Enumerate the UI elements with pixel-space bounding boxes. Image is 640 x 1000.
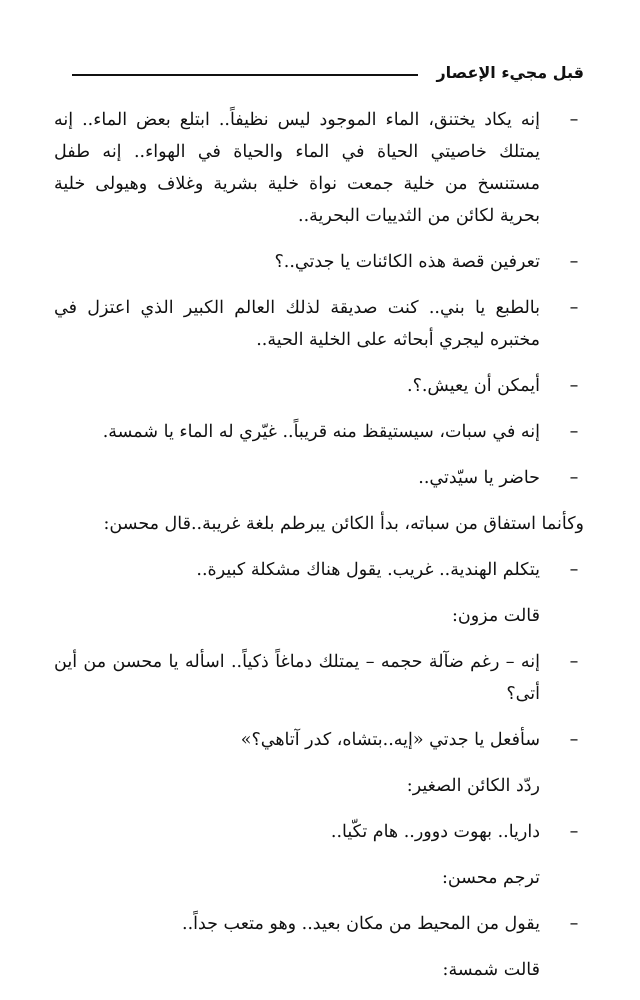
dialogue-paragraph: [54, 416, 584, 448]
paragraph-text: يتكلم الهندية.. غريب. يقول هناك مشكلة كبيرة..: [196, 560, 540, 580]
narration-paragraph: [54, 508, 584, 540]
paragraph-text: إنه – رغم ضآلة حجمه – يمتلك دماغاً ذكياً.. اسأله يا محسن من أين أتى؟: [54, 652, 540, 704]
narration-paragraph: [54, 770, 584, 802]
narration-paragraph: [54, 954, 584, 986]
dialogue-dash: –: [569, 914, 579, 934]
running-header: [62, 60, 584, 84]
dialogue-paragraph: [54, 554, 584, 586]
paragraph-text: قالت مزون:: [451, 606, 540, 626]
dialogue-dash: –: [569, 422, 579, 442]
paragraph-text: بالطبع يا بني.. كنت صديقة لذلك العالم الكبير الذي اعتزل في مختبره ليجري أبحاثه على الخلية الحية..: [54, 298, 540, 350]
paragraph-text: أيمكن أن يعيش.؟.: [407, 376, 540, 396]
dialogue-paragraph: [54, 908, 584, 940]
dialogue-dash: –: [569, 252, 579, 272]
dialogue-dash: –: [569, 652, 579, 672]
dialogue-dash: –: [569, 560, 579, 580]
chapter-title: قبل مجيء الإعصار: [436, 62, 584, 82]
paragraph-text: حاضر يا سيّدتي..: [418, 468, 540, 488]
paragraph-text: داريا.. بهوت دوور.. هام تكّيا..: [330, 822, 540, 842]
narration-paragraph: [54, 600, 584, 632]
dialogue-dash: –: [569, 298, 579, 318]
paragraph-text: يقول من المحيط من مكان بعيد.. وهو متعب جداً..: [182, 914, 540, 934]
dialogue-paragraph: [54, 724, 584, 756]
dialogue-paragraph: [54, 370, 584, 402]
paragraph-text: إنه يكاد يختنق، الماء الموجود ليس نظيفاً.. ابتلع بعض الماء.. إنه يمتلك خاصيتي الحياة في الماء والحياة في الهواء.. إنه طفل مستنسخ من خلية جمعت نواة خلية بشرية وغلاف وهيولى خلية بحرية لكائن من الثدييات البحرية..: [54, 110, 540, 226]
dialogue-paragraph: [54, 816, 584, 848]
paragraph-text: وكأنما استفاق من سباته، بدأ الكائن يبرطم بلغة غريبة..قال محسن:: [103, 514, 584, 534]
dialogue-dash: –: [569, 468, 579, 488]
paragraph-text: ردّد الكائن الصغير:: [406, 776, 540, 796]
dialogue-paragraph: [54, 646, 584, 710]
narration-paragraph: [54, 862, 584, 894]
dialogue-paragraph: [54, 104, 584, 232]
dialogue-paragraph: [54, 292, 584, 356]
dialogue-dash: –: [569, 730, 579, 750]
page-content: [54, 104, 584, 1000]
paragraph-text: ترجم محسن:: [441, 868, 540, 888]
dialogue-paragraph: [54, 246, 584, 278]
dialogue-dash: –: [569, 376, 579, 396]
paragraph-text: إنه في سبات، سيستيقظ منه قريباً.. غيّري له الماء يا شمسة.: [102, 422, 540, 442]
dialogue-dash: –: [569, 822, 579, 842]
paragraph-text: سأفعل يا جدتي «إيه..بتشاه، كدر آتاهي؟»: [240, 730, 540, 750]
paragraph-text: تعرفين قصة هذه الكائنات يا جدتي..؟: [274, 252, 540, 272]
dialogue-dash: –: [569, 110, 579, 130]
header-rule: [72, 74, 418, 76]
dialogue-paragraph: [54, 462, 584, 494]
paragraph-text: قالت شمسة:: [442, 960, 540, 980]
